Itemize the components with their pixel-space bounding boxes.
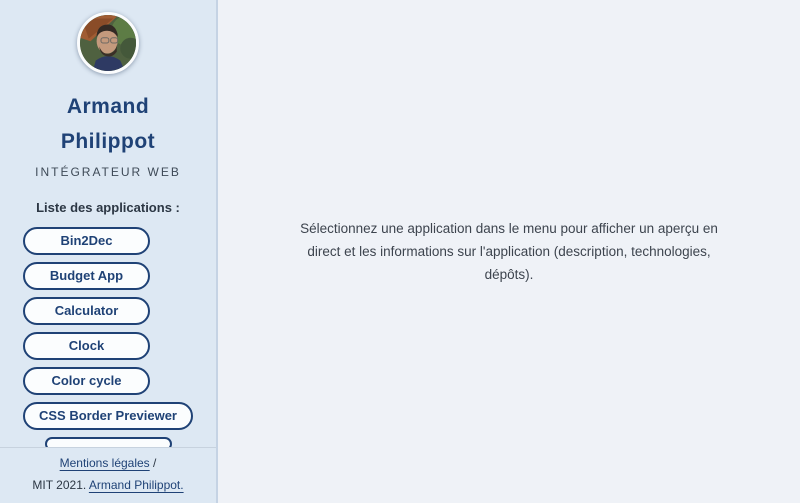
footer-separator: / [153,456,157,470]
app-button-budget-app[interactable]: Budget App [23,262,150,290]
app-list [0,227,216,447]
sidebar-footer [0,447,216,503]
app-button-css-border-previewer[interactable]: CSS Border Previewer [23,402,193,430]
main-area [218,0,800,503]
license-row [0,478,216,492]
app-list-label: Liste des applications : [36,200,180,215]
avatar-photo [80,15,136,71]
avatar [77,12,139,74]
sidebar [0,0,218,503]
app-button-bin2dec[interactable]: Bin2Dec [23,227,150,255]
app-list-container [23,227,193,437]
app-button-partial[interactable] [45,437,172,447]
profile-name: Armand Philippot [60,95,156,153]
app-button-color-cycle[interactable]: Color cycle [23,367,150,395]
legal-link[interactable]: Mentions légales [59,456,150,470]
profile-role: INTÉGRATEUR WEB [35,165,181,179]
license-text: MIT 2021. [32,478,87,492]
placeholder-message: Sélectionnez une application dans le menu pour afficher un aperçu en direct et les informations sur l'application (description, technologies, dépôts). [300,221,718,282]
author-link[interactable]: Armand Philippot. [88,478,184,492]
legal-row [0,456,216,470]
app-button-clock[interactable]: Clock [23,332,150,360]
app-button-calculator[interactable]: Calculator [23,297,150,325]
